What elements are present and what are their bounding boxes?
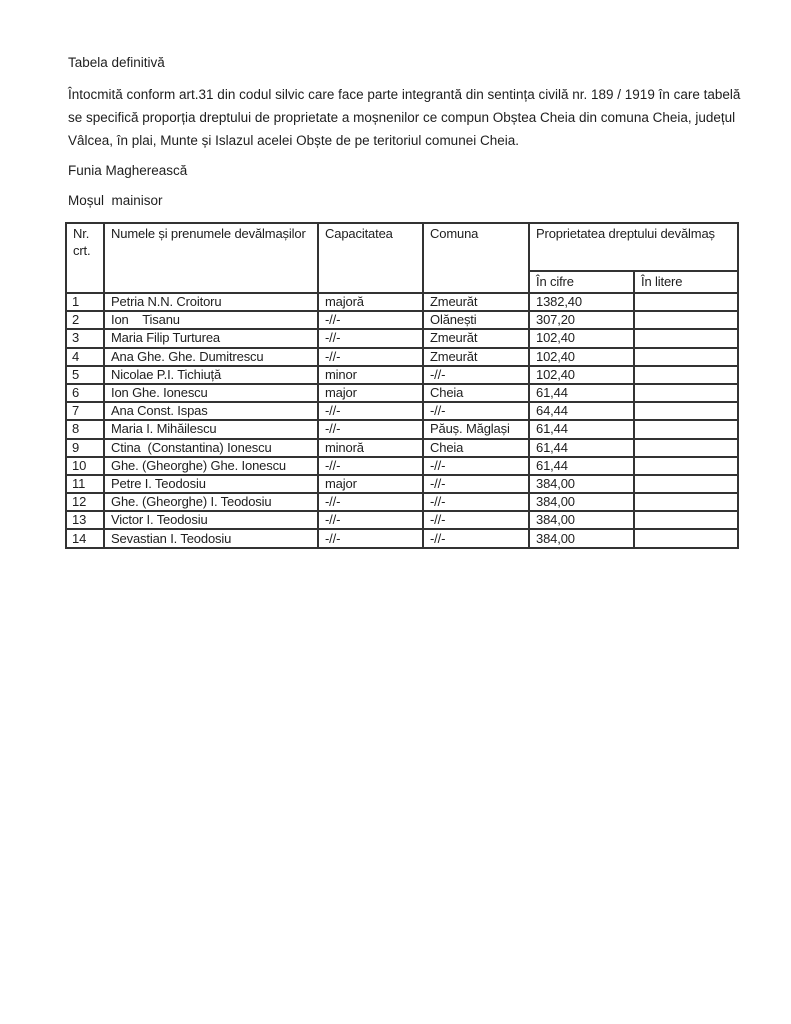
cell-capacity: minor: [318, 366, 423, 384]
cell-name: Ghe. (Gheorghe) I. Teodosiu: [104, 493, 318, 511]
owners-table: [65, 222, 739, 549]
cell-in-litere: [634, 329, 738, 347]
table-row: [66, 529, 738, 547]
cell-name: Petria N.N. Croitoru: [104, 293, 318, 311]
cell-comuna: Zmeurăt: [423, 348, 529, 366]
cell-comuna: -//-: [423, 511, 529, 529]
cell-capacity: -//-: [318, 402, 423, 420]
cell-comuna: -//-: [423, 366, 529, 384]
cell-in-litere: [634, 439, 738, 457]
cell-in-litere: [634, 457, 738, 475]
cell-in-cifre: 102,40: [529, 366, 634, 384]
cell-in-cifre: 61,44: [529, 439, 634, 457]
cell-name: Maria Filip Turturea: [104, 329, 318, 347]
mosul-heading: Moșul mainisor: [68, 193, 163, 208]
cell-comuna: -//-: [423, 475, 529, 493]
cell-capacity: majoră: [318, 293, 423, 311]
cell-capacity: -//-: [318, 493, 423, 511]
table-row: [66, 457, 738, 475]
cell-in-cifre: 102,40: [529, 348, 634, 366]
document-title: Tabela definitivă: [68, 55, 165, 70]
cell-in-litere: [634, 293, 738, 311]
cell-nr: 13: [66, 511, 104, 529]
cell-comuna: -//-: [423, 457, 529, 475]
header-name: Numele și prenumele devălmașilor: [104, 223, 318, 293]
cell-comuna: Zmeurăt: [423, 293, 529, 311]
cell-nr: 2: [66, 311, 104, 329]
cell-in-cifre: 307,20: [529, 311, 634, 329]
table-row: [66, 348, 738, 366]
cell-comuna: Cheia: [423, 439, 529, 457]
table-row: [66, 329, 738, 347]
intro-line: Întocmită conform art.31 din codul silvic care face parte integrantă din sentința civilă nr. 189 / 1919 în care tabelă: [68, 87, 741, 102]
cell-nr: 14: [66, 529, 104, 547]
cell-in-litere: [634, 384, 738, 402]
cell-nr: 1: [66, 293, 104, 311]
table-row: [66, 366, 738, 384]
cell-name: Petre I. Teodosiu: [104, 475, 318, 493]
cell-in-litere: [634, 348, 738, 366]
cell-capacity: minoră: [318, 439, 423, 457]
cell-in-litere: [634, 475, 738, 493]
cell-in-litere: [634, 420, 738, 438]
cell-in-cifre: 102,40: [529, 329, 634, 347]
cell-name: Sevastian I. Teodosiu: [104, 529, 318, 547]
cell-name: Ctina (Constantina) Ionescu: [104, 439, 318, 457]
cell-capacity: -//-: [318, 311, 423, 329]
funia-heading: Funia Magherească: [68, 163, 188, 178]
table-row: [66, 475, 738, 493]
cell-in-cifre: 61,44: [529, 384, 634, 402]
cell-in-cifre: 384,00: [529, 475, 634, 493]
cell-nr: 6: [66, 384, 104, 402]
table-row: [66, 493, 738, 511]
cell-comuna: Cheia: [423, 384, 529, 402]
cell-capacity: -//-: [318, 457, 423, 475]
intro-line: se specifică proporția dreptului de proprietate a moșnenilor ce compun Obștea Cheia din comuna Cheia, județul: [68, 110, 736, 125]
table-row: [66, 439, 738, 457]
cell-nr: 5: [66, 366, 104, 384]
cell-capacity: -//-: [318, 420, 423, 438]
cell-capacity: -//-: [318, 511, 423, 529]
header-nr-crt: Nr. crt.: [66, 223, 104, 293]
cell-comuna: Păuș. Măglași: [423, 420, 529, 438]
cell-in-cifre: 384,00: [529, 529, 634, 547]
cell-in-cifre: 61,44: [529, 457, 634, 475]
header-capacity: Capacitatea: [318, 223, 423, 293]
cell-name: Ion Ghe. Ionescu: [104, 384, 318, 402]
cell-in-cifre: 384,00: [529, 493, 634, 511]
cell-in-cifre: 384,00: [529, 511, 634, 529]
cell-in-litere: [634, 366, 738, 384]
table-header-row-top: [66, 223, 738, 271]
cell-in-cifre: 1382,40: [529, 293, 634, 311]
cell-capacity: major: [318, 384, 423, 402]
cell-capacity: -//-: [318, 348, 423, 366]
cell-nr: 11: [66, 475, 104, 493]
cell-comuna: Olănești: [423, 311, 529, 329]
cell-nr: 3: [66, 329, 104, 347]
cell-name: Ghe. (Gheorghe) Ghe. Ionescu: [104, 457, 318, 475]
cell-comuna: -//-: [423, 529, 529, 547]
header-in-litere: În litere: [634, 271, 738, 293]
cell-in-litere: [634, 402, 738, 420]
cell-capacity: -//-: [318, 329, 423, 347]
cell-in-litere: [634, 511, 738, 529]
table-row: [66, 511, 738, 529]
header-in-cifre: În cifre: [529, 271, 634, 293]
cell-in-litere: [634, 529, 738, 547]
cell-capacity: -//-: [318, 529, 423, 547]
cell-nr: 9: [66, 439, 104, 457]
table-row: [66, 311, 738, 329]
cell-nr: 4: [66, 348, 104, 366]
cell-in-cifre: 61,44: [529, 420, 634, 438]
cell-in-litere: [634, 311, 738, 329]
cell-nr: 8: [66, 420, 104, 438]
cell-nr: 12: [66, 493, 104, 511]
cell-name: Maria I. Mihăilescu: [104, 420, 318, 438]
cell-name: Ion Tisanu: [104, 311, 318, 329]
cell-name: Ana Ghe. Ghe. Dumitrescu: [104, 348, 318, 366]
header-property: Proprietatea dreptului devălmaș: [529, 223, 738, 271]
intro-line: Vâlcea, în plai, Munte și Islazul acelei Obște de pe teritoriul comunei Cheia.: [68, 133, 519, 148]
cell-comuna: -//-: [423, 493, 529, 511]
cell-comuna: -//-: [423, 402, 529, 420]
cell-in-cifre: 64,44: [529, 402, 634, 420]
cell-name: Nicolae P.I. Tichiuță: [104, 366, 318, 384]
table-row: [66, 293, 738, 311]
cell-nr: 7: [66, 402, 104, 420]
cell-name: Victor I. Teodosiu: [104, 511, 318, 529]
table-row: [66, 420, 738, 438]
table-row: [66, 384, 738, 402]
cell-name: Ana Const. Ispas: [104, 402, 318, 420]
table-row: [66, 402, 738, 420]
header-comuna: Comuna: [423, 223, 529, 293]
cell-capacity: major: [318, 475, 423, 493]
cell-nr: 10: [66, 457, 104, 475]
cell-in-litere: [634, 493, 738, 511]
intro-paragraph: [68, 83, 740, 152]
cell-comuna: Zmeurăt: [423, 329, 529, 347]
